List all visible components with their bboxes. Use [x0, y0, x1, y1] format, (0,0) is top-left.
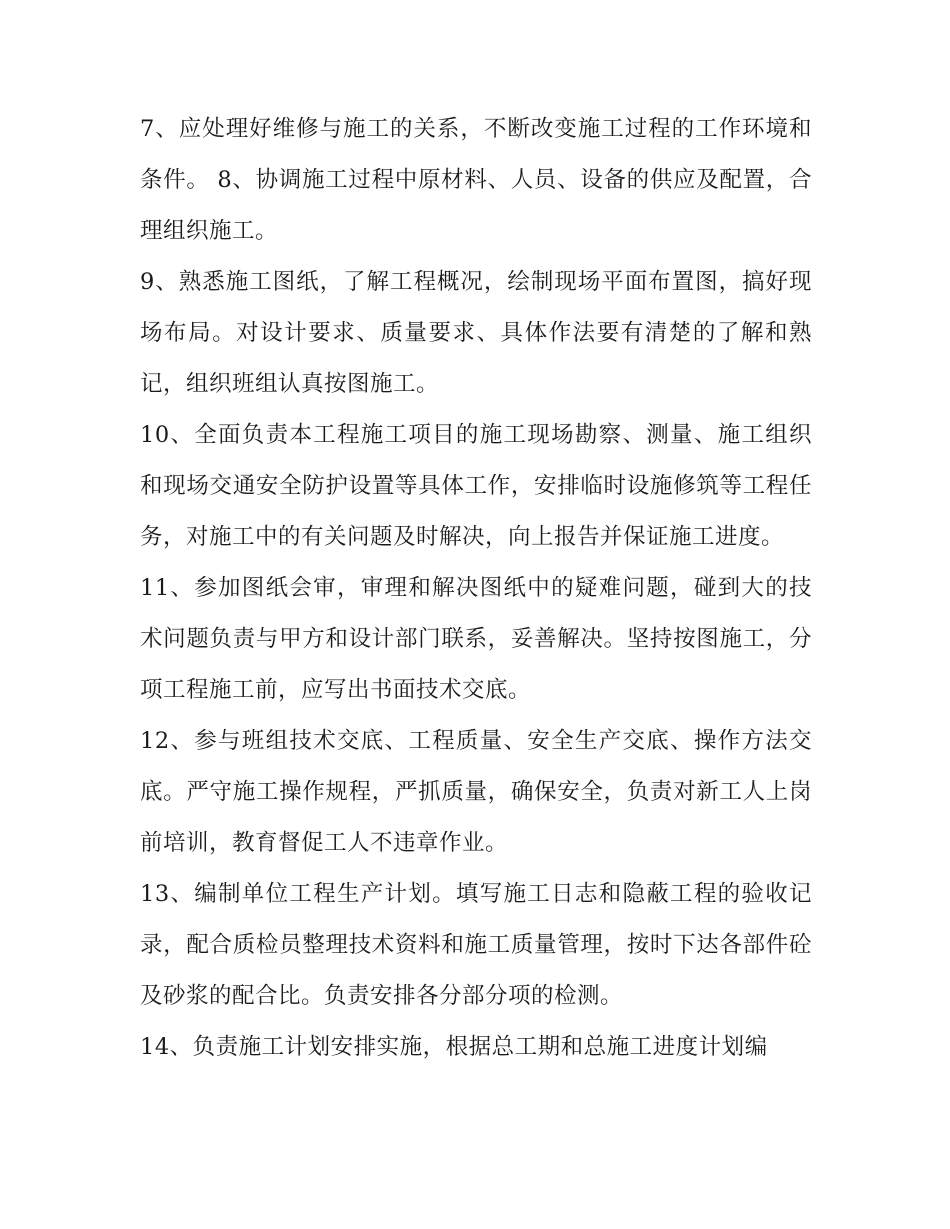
paragraph-item-11: 11、参加图纸会审，审理和解决图纸中的疑难问题，碰到大的技术问题负责与甲方和设计部门联系，妥善解决。坚持按图施工，分项工程施工前，应写出书面技术交底。 [140, 575, 812, 703]
paragraph-item-12: 12、参与班组技术交底、工程质量、安全生产交底、操作方法交底。严守施工操作规程，严抓质量，确保安全，负责对新工人上岗前培训，教育督促工人不违章作业。 [140, 728, 812, 856]
paragraph-item-13: 13、编制单位工程生产计划。填写施工日志和隐蔽工程的验收记录，配合质检员整理技术资料和施工质量管理，按时下达各部件砼及砂浆的配合比。负责安排各分部分项的检测。 [140, 881, 812, 1009]
paragraph-item-14: 14、负责施工计划安排实施，根据总工期和总施工进度计划编 [140, 1034, 768, 1060]
paragraph-item-10: 10、全面负责本工程施工项目的施工现场勘察、测量、施工组织和现场交通安全防护设置等具体工作，安排临时设施修筑等工程任务，对施工中的有关问题及时解决，向上报告并保证施工进度。 [140, 422, 812, 550]
paragraph-item-7: 7、应处理好维修与施工的关系，不断改变施工过程的工作环境和条件。 8、协调施工过程中原材料、人员、设备的供应及配置，合理组织施工。 [140, 116, 812, 244]
document-body [140, 104, 812, 1073]
paragraph-item-9: 9、熟悉施工图纸，了解工程概况，绘制现场平面布置图，搞好现场布局。对设计要求、质量要求、具体作法要有清楚的了解和熟记，组织班组认真按图施工。 [140, 269, 812, 397]
